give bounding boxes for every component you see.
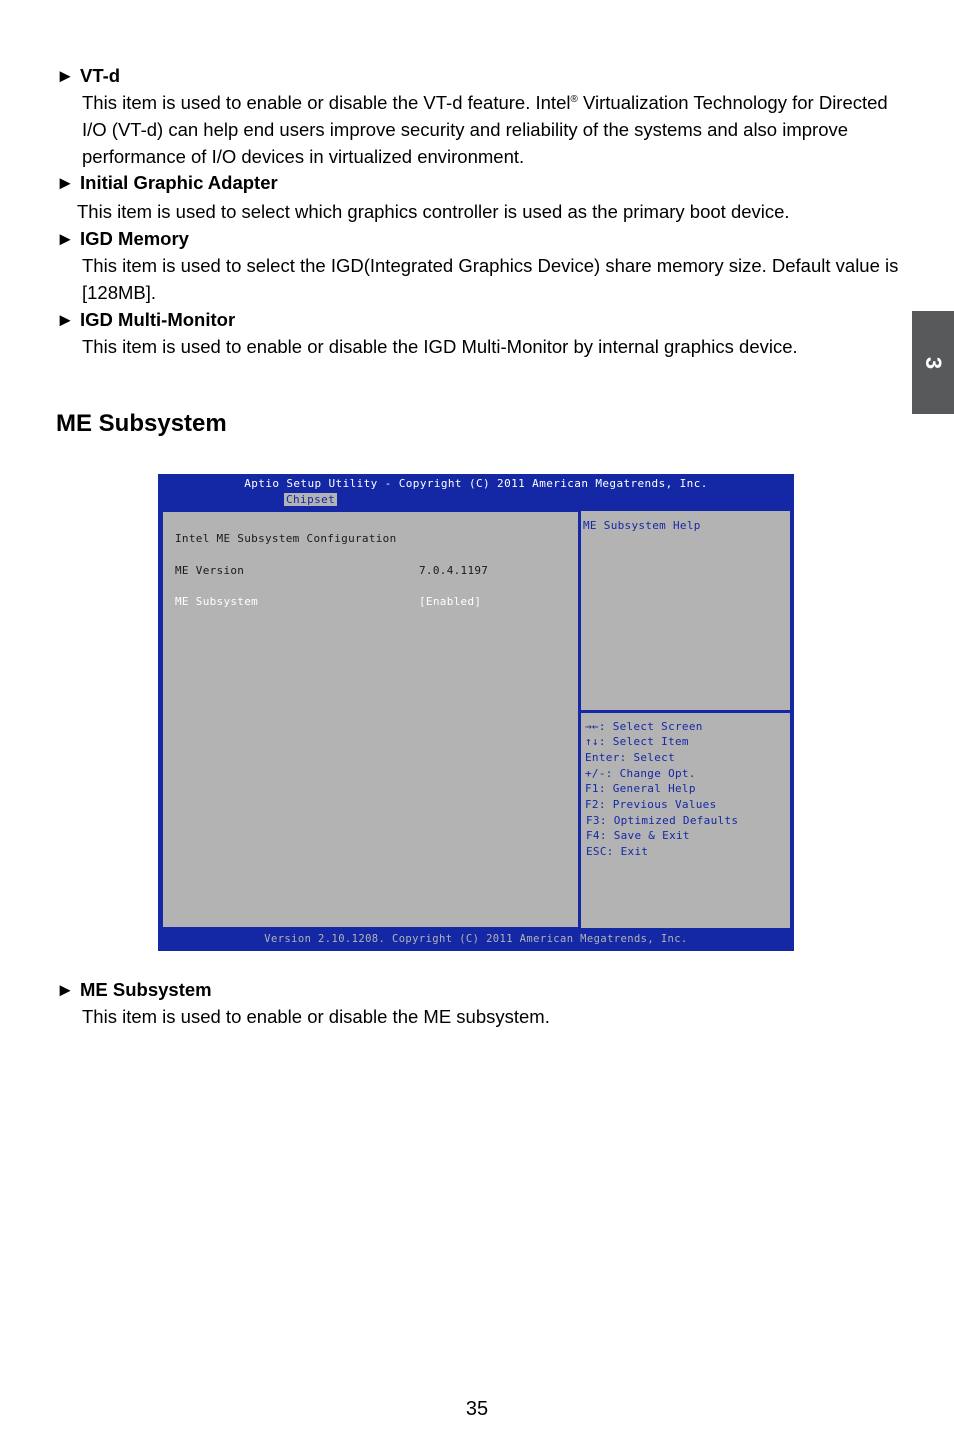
item-description-vt-d: This item is used to enable or disable the VT-d feature. Intel® Virtualization Technology for Directed I/O (VT-d) can help end users improve security and reliability of the systems and also improve performance of I/O devices in virtualized environment. (82, 92, 888, 167)
item-description-me-subsystem: This item is used to enable or disable the ME subsystem. (82, 1006, 550, 1027)
triangle-bullet-icon: ► (56, 228, 75, 249)
triangle-bullet-icon: ► (56, 979, 75, 1000)
bios-row-me-subsystem-label[interactable]: ME Subsystem (175, 595, 259, 608)
bios-body (161, 510, 791, 929)
bios-row-me-version-label: ME Version (175, 564, 245, 577)
bios-title-bar: Aptio Setup Utility - Copyright (C) 2011 American Megatrends, Inc. (244, 477, 708, 490)
bios-key-change-opt: +/-: Change Opt. (585, 767, 696, 780)
item-description-igd-multi-monitor: This item is used to enable or disable the IGD Multi-Monitor by internal graphics device. (82, 336, 798, 357)
bios-key-esc-exit: ESC: Exit (586, 845, 649, 858)
triangle-bullet-icon: ► (56, 65, 75, 86)
bios-footer: Version 2.10.1208. Copyright (C) 2011 American Megatrends, Inc. (264, 933, 688, 945)
bios-key-select-item: ↑↓: Select Item (585, 735, 689, 748)
item-heading-igd-memory: ► IGD Memory (56, 228, 189, 249)
triangle-bullet-icon: ► (56, 172, 75, 193)
item-heading-igd-multi-monitor: ► IGD Multi-Monitor (56, 309, 236, 330)
bios-help-pane (581, 511, 790, 710)
bios-row-me-version-value: 7.0.4.1197 (419, 564, 489, 577)
triangle-bullet-icon: ► (56, 309, 75, 330)
bios-key-select-screen: →←: Select Screen (585, 720, 703, 733)
bios-screenshot (158, 474, 794, 951)
bios-key-general-help: F1: General Help (585, 782, 696, 795)
chapter-tab: 3 (912, 311, 954, 414)
item-description-igd-memory: This item is used to select the IGD(Integrated Graphics Device) share memory size. Default value is [128MB]. (82, 255, 899, 303)
bios-tab-chipset[interactable]: Chipset (286, 493, 336, 506)
page-number: 35 (465, 1398, 489, 1420)
bios-settings-pane (162, 511, 579, 928)
item-heading-me-subsystem: ► ME Subsystem (56, 979, 212, 1000)
item-description-initial-graphic-adapter: This item is used to select which graphics controller is used as the primary boot device. (77, 201, 790, 222)
bios-key-previous-values: F2: Previous Values (585, 798, 717, 811)
bios-config-heading: Intel ME Subsystem Configuration (175, 532, 397, 545)
bios-key-optimized-defaults: F3: Optimized Defaults (586, 814, 739, 827)
bios-keys-pane (581, 713, 790, 928)
section-title: ME Subsystem (56, 410, 227, 437)
bios-key-save-exit: F4: Save & Exit (586, 829, 690, 842)
bios-row-me-subsystem-value[interactable]: [Enabled] (419, 595, 482, 608)
bios-help-title: ME Subsystem Help (583, 519, 701, 532)
bios-key-enter: Enter: Select (585, 751, 675, 764)
item-heading-vt-d: ► VT-d (56, 65, 121, 86)
item-heading-initial-graphic-adapter: ► Initial Graphic Adapter (56, 172, 278, 193)
